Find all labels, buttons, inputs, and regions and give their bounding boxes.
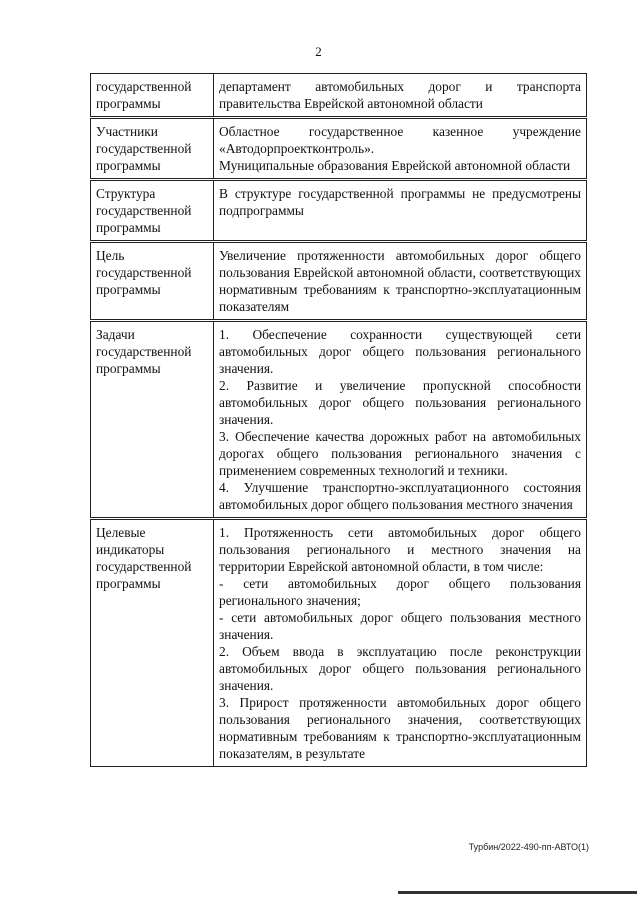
value-paragraph: - сети автомобильных дорог общего пользования местного значения. bbox=[219, 610, 581, 642]
table-row bbox=[91, 243, 587, 320]
value-paragraph: 4. Улучшение транспортно-эксплуатационного состояния автомобильных дорог общего пользования местного значения bbox=[219, 480, 581, 512]
value-paragraph: Муниципальные образования Еврейской автономной области bbox=[219, 158, 571, 173]
table-row bbox=[91, 181, 587, 241]
value-paragraph: - сети автомобильных дорог общего пользования регионального значения; bbox=[219, 576, 581, 608]
row-value bbox=[214, 181, 587, 241]
row-value bbox=[214, 243, 587, 320]
table-row bbox=[91, 520, 587, 767]
table-row bbox=[91, 119, 587, 179]
row-label: Участники государственной программы bbox=[91, 119, 214, 179]
value-paragraph: В структуре государственной программы не предусмотрены подпрограммы bbox=[219, 186, 581, 218]
table-row bbox=[91, 322, 587, 518]
value-paragraph: 1. Обеспечение сохранности существующей сети автомобильных дорог общего пользования регионального значения. bbox=[219, 327, 581, 376]
value-paragraph: 2. Объем ввода в эксплуатацию после реконструкции автомобильных дорог общего пользования регионального значения. bbox=[219, 644, 581, 693]
value-paragraph: 2. Развитие и увеличение пропускной способности автомобильных дорог общего пользования регионального значения. bbox=[219, 378, 581, 427]
row-label: Цель государственной программы bbox=[91, 243, 214, 320]
row-value bbox=[214, 74, 587, 117]
row-value bbox=[214, 119, 587, 179]
value-paragraph: Увеличение протяженности автомобильных дорог общего пользования Еврейской автономной области, соответствующих нормативным требованиям к транспортно-эксплуатационным показателям bbox=[219, 248, 581, 314]
page-number: 2 bbox=[315, 44, 322, 59]
row-value bbox=[214, 520, 587, 767]
value-paragraph: Областное государственное казенное учреждение «Автодорпроектконтроль». bbox=[219, 124, 581, 156]
row-label: Целевые индикаторы государственной программы bbox=[91, 520, 214, 767]
footer-rule bbox=[398, 891, 637, 894]
row-value bbox=[214, 322, 587, 518]
value-paragraph: 3. Прирост протяженности автомобильных дорог общего пользования регионального значения, соответствующих нормативным требованиям к транспортно-эксплуатационным показателям, в результате bbox=[219, 695, 581, 761]
value-paragraph: департамент автомобильных дорог и транспорта правительства Еврейской автономной области bbox=[219, 79, 581, 111]
program-passport-table bbox=[90, 73, 587, 767]
table-row bbox=[91, 74, 587, 117]
value-paragraph: 3. Обеспечение качества дорожных работ на автомобильных дорогах общего пользования регионального значения с применением современных технологий и техники. bbox=[219, 429, 581, 478]
value-paragraph: 1. Протяженность сети автомобильных дорог общего пользования регионального и местного значения на территории Еврейской автономной области, в том числе: bbox=[219, 525, 581, 574]
row-label: государственной программы bbox=[91, 74, 214, 117]
row-label: Задачи государственной программы bbox=[91, 322, 214, 518]
document-code: Турбин/2022-490-пп-АВТО(1) bbox=[468, 842, 589, 852]
row-label: Структура государственной программы bbox=[91, 181, 214, 241]
